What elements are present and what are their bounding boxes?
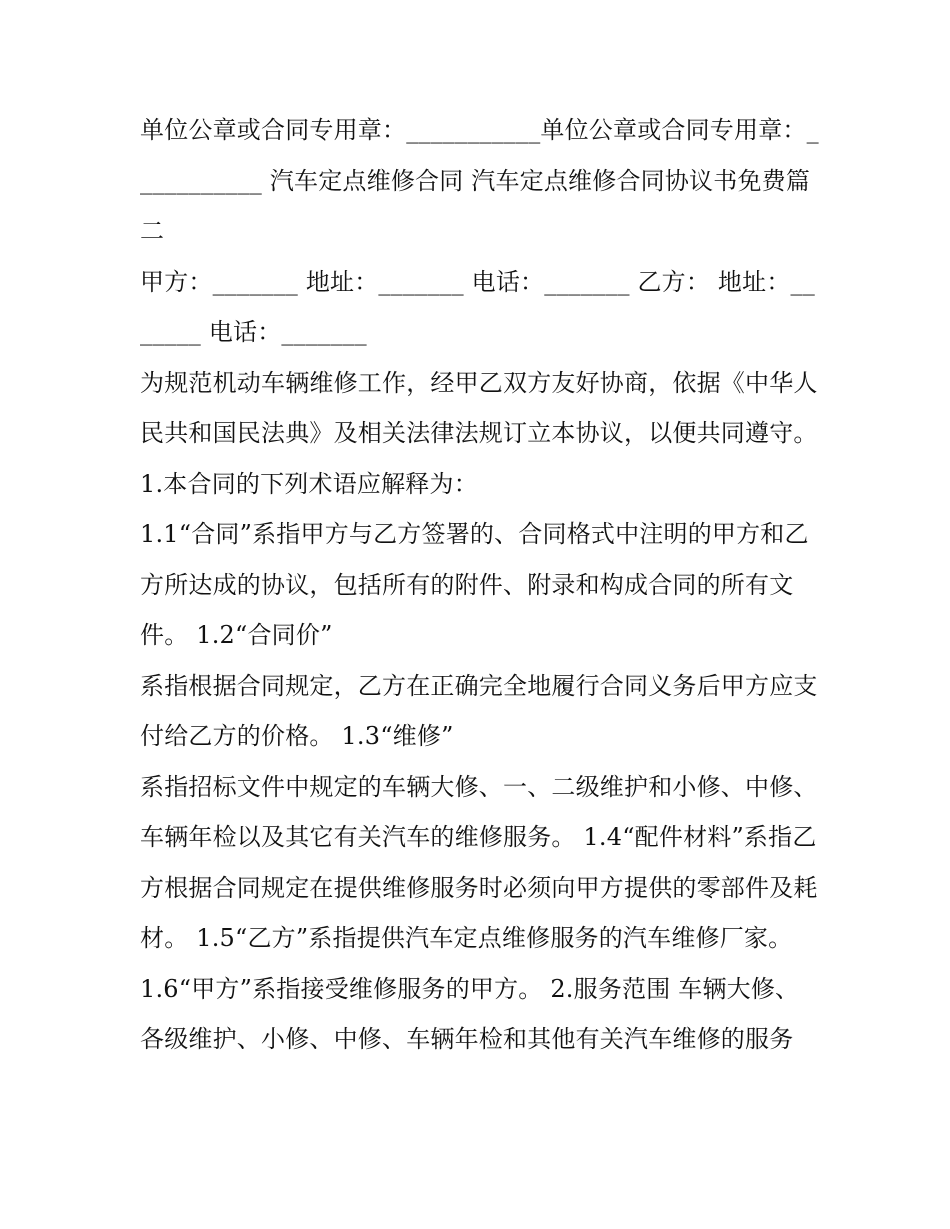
- paragraph-definition-contract: 1.1“合同”系指甲方与乙方签署的、合同格式中注明的甲方和乙方所达成的协议，包括所有的附件、附录和构成合同的所有文件。 1.2“合同价”: [140, 520, 809, 649]
- paragraph-definition-repair: 系指招标文件中规定的车辆大修、一、二级维护和小修、中修、车辆年检以及其它有关汽车的维修服务。 1.4“配件材料”系指乙方根据合同规定在提供维修服务时必须向甲方提供的零部件及耗材。 1.5“乙方”系指提供汽车定点维修服务的汽车维修厂家。: [140, 772, 818, 952]
- paragraph-seal-and-title: 单位公章或合同专用章：___________单位公章或合同专用章：___________ 汽车定点维修合同 汽车定点维修合同协议书免费篇二: [140, 116, 819, 245]
- paragraph-definition-price: 系指根据合同规定，乙方在正确完全地履行合同义务后甲方应支付给乙方的价格。 1.3“维修”: [140, 671, 818, 750]
- paragraph-party-info: 甲方：_______ 地址：_______ 电话：_______ 乙方： 地址：_______ 电话：_______: [140, 267, 815, 346]
- paragraph-preamble: 为规范机动车辆维修工作，经甲乙双方友好协商，依据《中华人民共和国民法典》及相关法律法规订立本协议，以便共同遵守。 1.本合同的下列术语应解释为：: [140, 368, 818, 498]
- paragraph-service-scope: 1.6“甲方”系指接受维修服务的甲方。 2.服务范围 车辆大修、各级维护、小修、中修、车辆年检和其他有关汽车维修的服务: [140, 974, 800, 1053]
- document-body: [140, 105, 820, 1065]
